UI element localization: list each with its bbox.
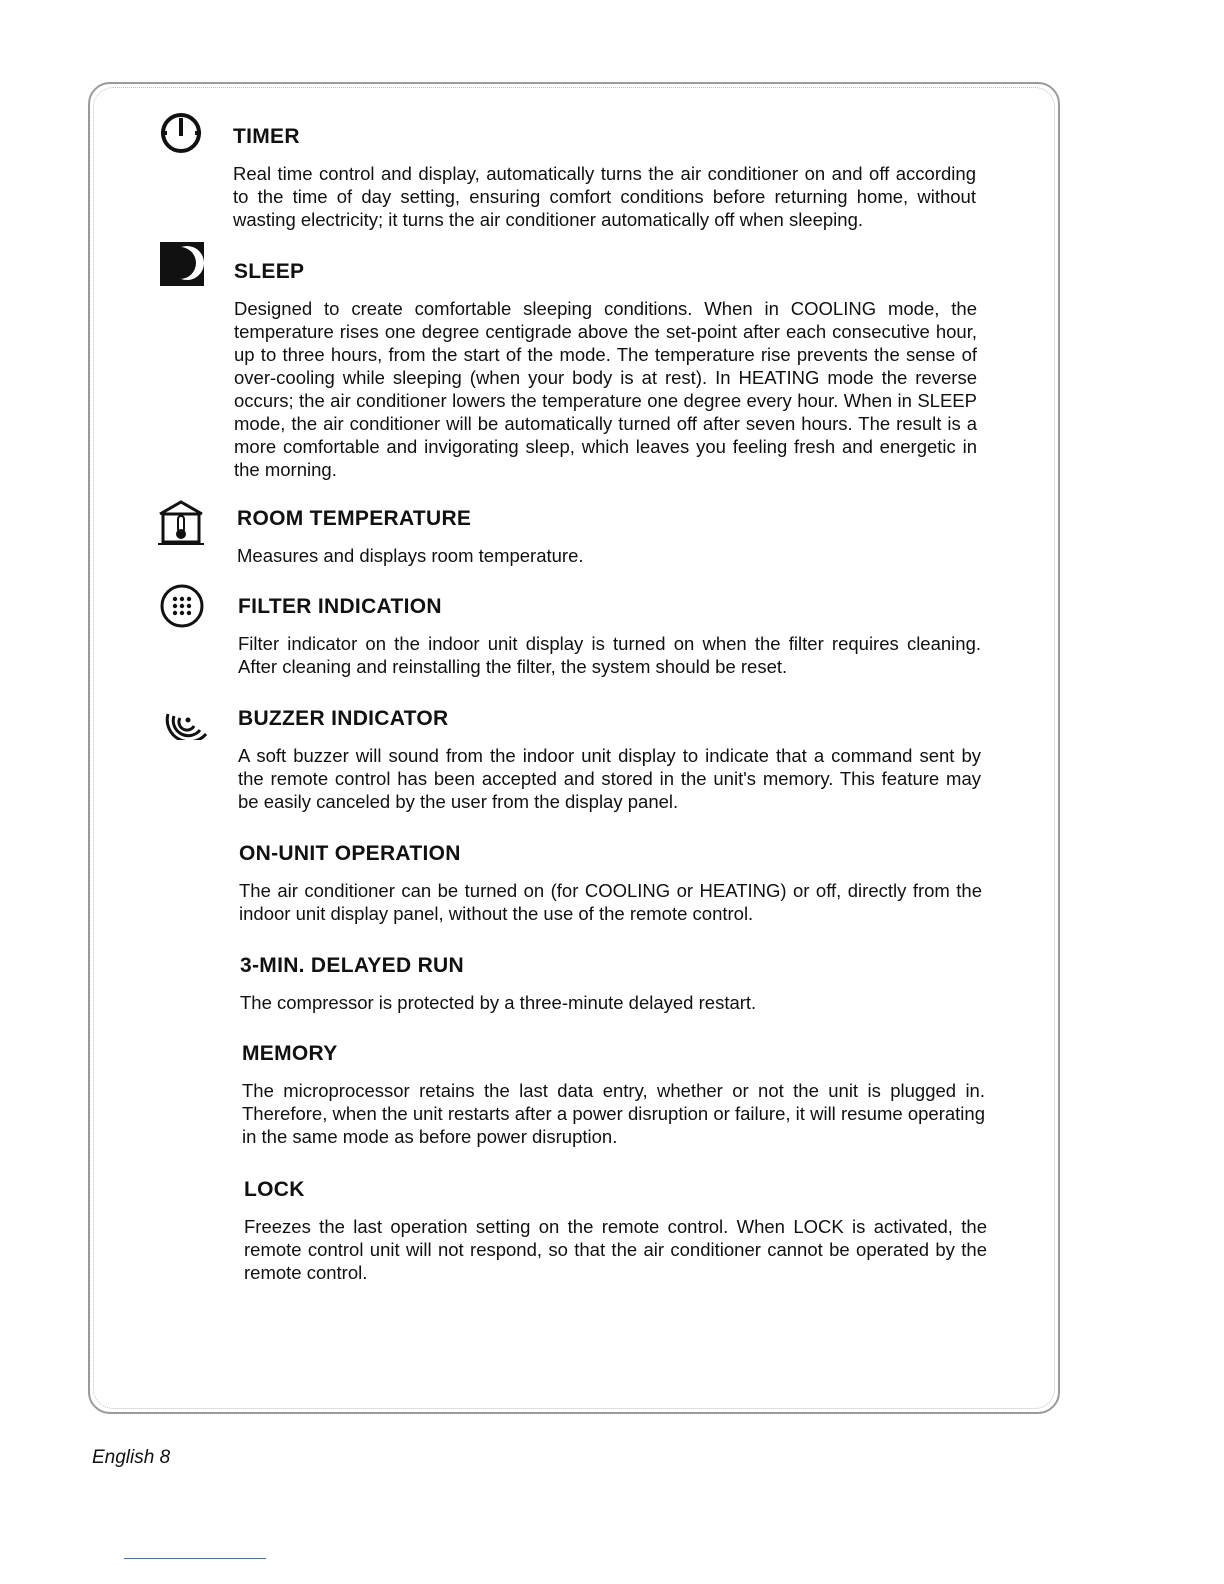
on-unit-operation-section — [239, 841, 982, 925]
bottom-divider — [124, 1558, 266, 1559]
lock-title: LOCK — [244, 1178, 305, 1201]
timer-icon — [158, 110, 204, 156]
buzzer-indicator-section — [238, 706, 981, 813]
sleep-body: Designed to create comfortable sleeping conditions. When in COOLING mode, the temperature rises one degree centigrade above the set-point after each consecutive hour, up to three hours, from the start of the mode. The temperature rise prevents the sense of over-cooling while sleeping (when your body is at rest). In HEATING mode the reverse occurs; the air conditioner lowers the temperature one degree every hour. When in SLEEP mode, the air conditioner will be automatically turned off after seven hours. The result is a more comfortable and invigorating sleep, which leaves you feeling fresh and energetic in the morning. — [234, 298, 977, 480]
buzzer-indicator-title: BUZZER INDICATOR — [238, 707, 449, 730]
buzzer-indicator-body: A soft buzzer will sound from the indoor unit display to indicate that a command sent by the remote control has been accepted and stored in the unit's memory. This feature may be easily canceled by the user from the display panel. — [238, 745, 981, 812]
on-unit-operation-body: The air conditioner can be turned on (for COOLING or HEATING) or off, directly from the indoor unit display panel, without the use of the remote control. — [239, 880, 982, 924]
timer-title: TIMER — [233, 125, 300, 148]
delayed-run-section — [240, 953, 983, 1014]
delayed-run-title: 3-MIN. DELAYED RUN — [240, 954, 464, 977]
room-temperature-title: ROOM TEMPERATURE — [237, 507, 472, 530]
filter-indication-title: FILTER INDICATION — [238, 595, 442, 618]
memory-body: The microprocessor retains the last data entry, whether or not the unit is plugged in. Therefore, when the unit restarts after a power disruption or failure, it will resume operating in the same mode as before power disruption. — [242, 1080, 985, 1147]
lock-body: Freezes the last operation setting on the remote control. When LOCK is activated, the remote control unit will not respond, so that the air conditioner cannot be operated by the remote control. — [244, 1216, 987, 1283]
room-temperature-body: Measures and displays room temperature. — [237, 545, 584, 566]
lock-section — [244, 1177, 987, 1284]
memory-section — [242, 1041, 985, 1148]
filter-icon — [158, 582, 206, 630]
room-temperature-section — [237, 506, 980, 567]
thermometer-house-icon — [156, 500, 206, 546]
on-unit-operation-title: ON-UNIT OPERATION — [239, 842, 461, 865]
timer-body: Real time control and display, automatically turns the air conditioner on and off according to the time of day setting, ensuring comfort conditions before returning home, without wasting electricity; it turns the air conditioner automatically off when sleeping. — [233, 163, 976, 230]
page-number-label: English 8 — [92, 1447, 171, 1468]
sleep-section — [234, 259, 977, 481]
sleep-title: SLEEP — [234, 260, 305, 283]
sound-waves-icon — [164, 696, 210, 740]
filter-indication-section — [238, 594, 981, 678]
delayed-run-body: The compressor is protected by a three-minute delayed restart. — [240, 992, 757, 1013]
moon-icon — [160, 242, 204, 286]
timer-section — [233, 124, 976, 231]
filter-indication-body: Filter indicator on the indoor unit display is turned on when the filter requires cleaning. After cleaning and reinstalling the filter, the system should be reset. — [238, 633, 981, 677]
memory-title: MEMORY — [242, 1042, 338, 1065]
